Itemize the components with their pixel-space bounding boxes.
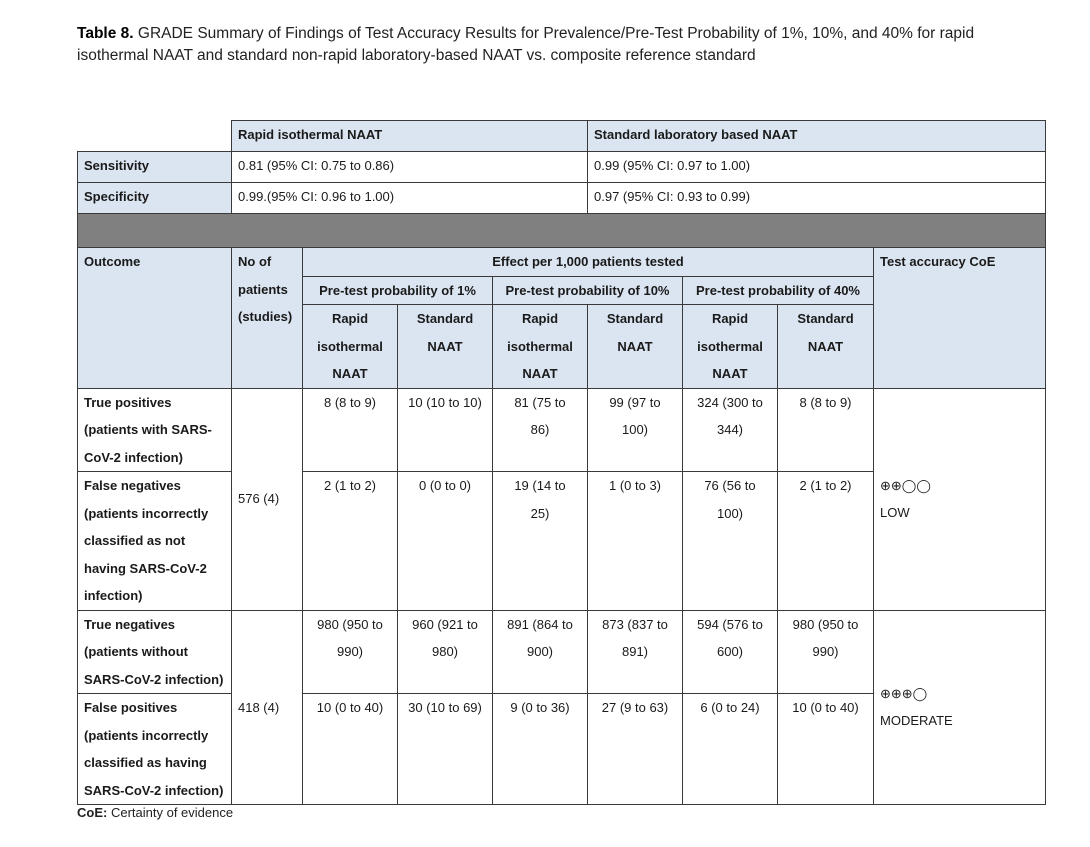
- standard-header-line: Standard: [797, 311, 854, 326]
- standard-header-line: Standard: [606, 311, 664, 326]
- row-label: [78, 472, 232, 611]
- rapid-header-line: isothermal: [697, 338, 763, 354]
- standard-header: [778, 305, 874, 389]
- patients-header-line: patients: [238, 281, 288, 297]
- value-line: 324 (300 to: [697, 394, 763, 410]
- rapid-header: [303, 305, 398, 389]
- coe-label: LOW: [880, 505, 910, 520]
- value-line: 19 (14 to: [514, 478, 566, 493]
- value-line: 86): [530, 422, 550, 437]
- patients-header: [232, 248, 303, 389]
- value-cell: [493, 610, 588, 694]
- coe-cell: [874, 388, 1046, 610]
- table-caption: [77, 23, 1037, 67]
- coe-symbols: ⊕⊕⊕◯: [880, 685, 928, 701]
- row-label: [78, 694, 232, 805]
- row-label-line: False positives: [84, 700, 178, 715]
- row-label-line: having SARS-CoV-2: [84, 560, 207, 576]
- patients-header-line: (studies): [238, 309, 293, 324]
- value-line: 891 (864 to: [507, 616, 573, 632]
- value-line: 980): [431, 644, 459, 659]
- value-line: 27 (9 to 63): [601, 700, 669, 715]
- row-label-line: (patients without: [84, 644, 188, 659]
- value-line: 344): [716, 422, 744, 437]
- patients-cell: 576 (4): [232, 388, 303, 610]
- value-line: 76 (56 to: [704, 478, 756, 493]
- rapid-header-line: Rapid: [521, 311, 559, 326]
- value-line: 600): [716, 644, 744, 659]
- findings-table: [77, 120, 1046, 805]
- rapid-header: [683, 305, 778, 389]
- value-line: 6 (0 to 24): [700, 700, 760, 715]
- value-line: 25): [530, 505, 550, 521]
- patients-cell: 418 (4): [232, 610, 303, 805]
- separator-bar: [78, 214, 1046, 248]
- value-cell: [588, 610, 683, 694]
- coe-label: MODERATE: [880, 713, 953, 729]
- rapid-header-line: isothermal: [507, 338, 573, 354]
- value-line: 100): [716, 505, 744, 521]
- footnote-abbr: CoE:: [77, 805, 108, 820]
- value-line: 960 (921 to: [412, 616, 478, 632]
- value-cell: [683, 694, 778, 805]
- caption-label: Table 8.: [77, 25, 134, 42]
- outcome-header: Outcome: [78, 248, 232, 389]
- specificity-label: Specificity: [78, 183, 232, 214]
- row-label-line: (patients with SARS-: [84, 422, 212, 437]
- value-line: 8 (8 to 9): [799, 394, 852, 410]
- row-label-line: classified as not: [84, 533, 186, 548]
- value-cell: [398, 694, 493, 805]
- footnote-text: Certainty of evidence: [110, 805, 234, 820]
- prob-1-header: Pre-test probability of 1%: [303, 276, 493, 305]
- value-line: 8 (8 to 9): [323, 394, 377, 410]
- rapid-header-line: isothermal: [317, 338, 383, 354]
- prob-10-header: Pre-test probability of 10%: [493, 276, 683, 305]
- empty-corner: [78, 121, 232, 152]
- row-label: [78, 388, 232, 472]
- sensitivity-rapid: 0.81 (95% CI: 0.75 to 0.86): [232, 152, 588, 183]
- row-label-line: (patients incorrectly: [84, 505, 209, 521]
- value-line: 81 (75 to: [514, 394, 566, 410]
- value-line: 594 (576 to: [697, 616, 763, 632]
- row-label: [78, 610, 232, 694]
- row-label-line: False negatives: [84, 478, 181, 493]
- col-rapid-header: Rapid isothermal NAAT: [232, 121, 588, 152]
- value-cell: [303, 388, 398, 472]
- table-row: [78, 610, 1046, 694]
- value-cell: [303, 472, 398, 611]
- effect-header: Effect per 1,000 patients tested: [303, 248, 874, 277]
- value-line: 891): [621, 644, 649, 659]
- value-cell: [303, 610, 398, 694]
- standard-header: [398, 305, 493, 389]
- footnote: [77, 805, 233, 820]
- rapid-header-line: NAAT: [712, 366, 748, 381]
- sensitivity-standard: 0.99 (95% CI: 0.97 to 1.00): [588, 152, 1046, 183]
- sensitivity-label: Sensitivity: [78, 152, 232, 183]
- value-cell: [493, 694, 588, 805]
- coe-header: Test accuracy CoE: [874, 248, 1046, 389]
- value-cell: [683, 472, 778, 611]
- patients-header-line: No of: [238, 254, 272, 269]
- standard-header: [588, 305, 683, 389]
- coe-symbols: ⊕⊕◯◯: [880, 477, 931, 493]
- value-cell: [588, 388, 683, 472]
- rapid-header-line: NAAT: [332, 366, 368, 381]
- value-cell: [398, 610, 493, 694]
- standard-header-line: NAAT: [427, 338, 463, 354]
- row-label-line: SARS-CoV-2 infection): [84, 782, 224, 798]
- value-line: 2 (1 to 2): [799, 478, 852, 493]
- caption-text: GRADE Summary of Findings of Test Accuracy Results for Prevalence/Pre-Test Probability of 1%, 10%, and 40% for rapid isothermal NAAT and standard non-rapid laboratory-based NAAT vs. composite reference standard: [77, 25, 975, 64]
- value-cell: [778, 472, 874, 611]
- value-cell: [778, 610, 874, 694]
- value-line: 10 (0 to 40): [792, 700, 859, 715]
- value-cell: [588, 694, 683, 805]
- prob-40-header: Pre-test probability of 40%: [683, 276, 874, 305]
- rapid-header-line: Rapid: [711, 311, 749, 326]
- table-row: [78, 388, 1046, 472]
- standard-header-line: NAAT: [617, 338, 653, 354]
- value-cell: [493, 472, 588, 611]
- value-line: 1 (0 to 3): [608, 478, 662, 493]
- value-line: 10 (0 to 40): [316, 700, 384, 715]
- row-label-line: SARS-CoV-2 infection): [84, 671, 224, 687]
- specificity-standard: 0.97 (95% CI: 0.93 to 0.99): [588, 183, 1046, 214]
- value-line: 30 (10 to 69): [408, 700, 482, 715]
- value-line: 900): [526, 644, 554, 659]
- value-line: 9 (0 to 36): [510, 700, 570, 715]
- value-cell: [303, 694, 398, 805]
- row-label-line: True positives: [84, 394, 172, 410]
- coe-cell: [874, 610, 1046, 805]
- value-cell: [683, 388, 778, 472]
- row-label-line: True negatives: [84, 616, 176, 632]
- value-cell: [778, 694, 874, 805]
- rapid-header-line: Rapid: [331, 311, 369, 326]
- value-line: 10 (10 to 10): [408, 394, 482, 410]
- value-cell: [493, 388, 588, 472]
- row-label-line: infection): [84, 588, 143, 603]
- row-label-line: (patients incorrectly: [84, 727, 209, 743]
- rapid-header-line: NAAT: [522, 366, 558, 381]
- value-line: 100): [621, 422, 649, 437]
- value-cell: [778, 388, 874, 472]
- value-cell: [683, 610, 778, 694]
- value-cell: [398, 388, 493, 472]
- value-line: 990): [812, 644, 839, 659]
- row-label-line: CoV-2 infection): [84, 449, 183, 465]
- value-line: 990): [336, 644, 364, 659]
- rapid-header: [493, 305, 588, 389]
- value-line: 873 (837 to: [602, 616, 668, 632]
- value-cell: [588, 472, 683, 611]
- value-line: 0 (0 to 0): [418, 478, 472, 493]
- value-line: 99 (97 to: [609, 394, 661, 410]
- standard-header-line: NAAT: [807, 338, 844, 354]
- value-cell: [398, 472, 493, 611]
- col-standard-header: Standard laboratory based NAAT: [588, 121, 1046, 152]
- value-line: 980 (950 to: [792, 616, 859, 632]
- row-label-line: classified as having: [84, 755, 207, 770]
- specificity-rapid: 0.99.(95% CI: 0.96 to 1.00): [232, 183, 588, 214]
- standard-header-line: Standard: [416, 311, 474, 326]
- value-line: 980 (950 to: [317, 616, 383, 632]
- value-line: 2 (1 to 2): [323, 478, 377, 493]
